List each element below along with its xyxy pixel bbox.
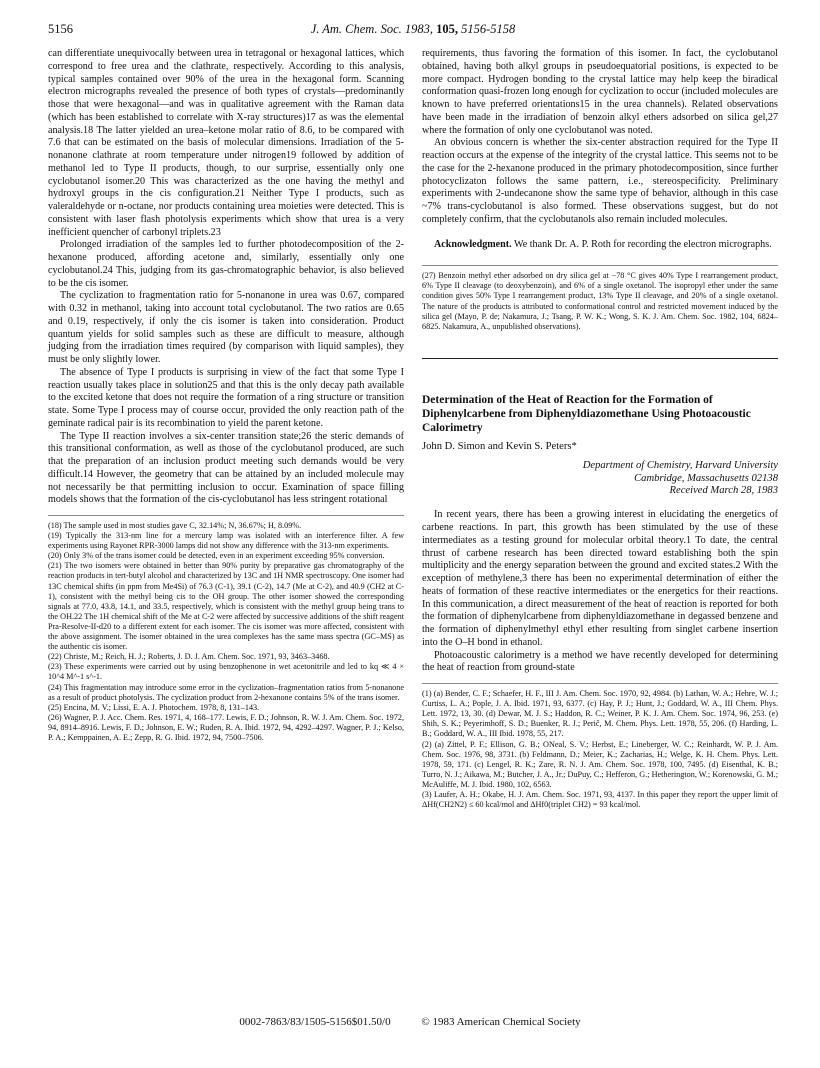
journal-page	[48, 22, 778, 810]
journal-volume: 105,	[436, 22, 459, 36]
footnote: (2) (a) Zittel, P. F.; Ellison, G. B.; ONeal, S. V.; Herbst, E.; Lineberger, W. C.; Reinhardt, W. P. J. Am. Chem. Soc. 1976, 98, 3731. (b) Feldmann, D.; Meier, K.; Zacharias, H.; Welge, K. H. Chem. Phys. Lett. 1978, 59, 171. (c) Lengel, R. K.; Zare, R. N. J. Am. Chem. Soc. 1978, 100, 7495. (d) Eisenthal, K. B.; Turro, N. J.; Aikawa, M.; Butcher, J. A., Jr.; DuPuy, C.; Hefferon, G.; Hetherington, W.; Korenowski, G. M.; McAuliffe, M. J. Ibid. 1980, 102, 6563.	[422, 739, 778, 789]
footnote: (26) Wagner, P. J. Acc. Chem. Res. 1971, 4, 168–177. Lewis, F. D.; Johnson, R. W. J. Am. Chem. Soc. 1972, 94, 8914–8916. Lewis, F. D.; Johnson, E. W.; Ruden, R. A. Ibid. 1972, 94, 4292–4297. Wagner, P. J.; Kelso, P. A.; Kemppainen, A. E.; Zepp, R. G. Ibid. 1972, 94, 7500–7506.	[48, 712, 404, 742]
journal-year: 1983,	[404, 22, 434, 36]
footnotes-right	[422, 683, 778, 810]
page-footer	[0, 1016, 820, 1028]
received-date: Received March 28, 1983	[669, 484, 778, 496]
footnote: (1) (a) Bender, C. F.; Schaefer, H. F., III J. Am. Chem. Soc. 1970, 92, 4984. (b) Lathan, W. A.; Hehre, W. J.; Curtiss, L. A.; Pople, J. A. Ibid. 1971, 93, 6377. (c) Hay, P. J.; Hunt, J.; Goddard, W. A., III Chem. Phys. Lett. 1972, 13, 30. (d) Dewar, M. J. S.; Haddon, R. C.; Weiner, P. K. J. Am. Chem. Soc. 1974, 96, 253. (e) Shih, S. K.; Peyerimhoff, S. D.; Buenker, R. J.; Perič, M. Chem. Phys. Lett. 1978, 55, 206. (f) Harding, L. B.; Goddard, W. A., III Ibid. 1978, 55, 217.	[422, 689, 778, 739]
article-authors: John D. Simon and Kevin S. Peters*	[422, 440, 577, 452]
footnote-27	[422, 265, 778, 332]
paragraph: requirements, thus favoring the formation of this isomer. In fact, the cyclobutanol obtained, having both alkyl groups in pseudoequatorial positions, is expected to be more compact. Hydrogen bonding to the crystal lattice may help keep the biradical conformation quasi-frozen long enough for cyclization to occur (included molecules are known to have preferred orientations15 in the urea channels). Related observations have been made in the irradiation of benzoin alkyl ethers adsorbed on silica gel,27 where the formation of only one cyclobutanol was noted.	[422, 48, 778, 136]
paragraph: The absence of Type I products is surprising in view of the fact that some Type I reaction usually takes place in solution25 and that this is the only decay path available to the excited ketone that does not require the formation of a ring structure or transition state. Some Type I process may of course occur, provided the only reaction path of the geminate radical pair is its recombination to yield the parent ketone.	[48, 366, 404, 429]
paragraph: The cyclization to fragmentation ratio for 5-nonanone in urea was 0.67, compared with 0.32 in methanol, taking into account total cyclobutanol. The two ratios are 0.65 and 0.19, respectively, if only the cis isomer is taken into consideration. Product quantum yields for solid samples such as these are difficult to measure, although judging from the irradiation times required (by comparison with liquid samples), they must be only slightly lower.	[48, 290, 404, 365]
footnote: (23) These experiments were carried out by using benzophenone in wet acetonitrile and led to kq ≪ 4 × 10^4 M^-1 s^-1.	[48, 662, 404, 682]
journal-pages: 5156-5158	[461, 22, 516, 36]
journal-citation	[48, 22, 778, 37]
footnote: (22) Christe, M.; Reich, H. J.; Roberts, J. D. J. Am. Chem. Soc. 1971, 93, 3463–3468.	[48, 652, 330, 662]
footnote: (27) Benzoin methyl ether adsorbed on dry silica gel at −78 °C gives 40% Type I rearrangement product, 6% Type II cleavage (to deoxybenzoin), and 6% of a single oxetanol. The isopropyl ether under the same condition gives 50% Type I rearrangement product, 13% Type II cleavage, and 20% of a single oxetanol. The nature of the products is attributed to conformational control and restricted movement induced by the silica gel (Mayo, P. de; Nakamura, J.; Tsang, P. W. K.; Wong, S. K. J. Am. Chem. Soc. 1982, 104, 6824–6825. Nakamura, A., unpublished observations).	[422, 271, 778, 331]
page-header	[48, 22, 778, 42]
journal-name: J. Am. Chem. Soc.	[310, 22, 402, 36]
acknowledgment-label: Acknowledgment.	[434, 238, 512, 250]
right-column	[422, 48, 778, 810]
affiliation	[422, 459, 778, 485]
left-column	[48, 48, 404, 743]
paragraph: can differentiate unequivocally between urea in tetragonal or hexagonal lattices, which correspond to free urea and the clathrate, respectively. According to this analysis, typical samples contained over 90% of the urea in the hexagonal form. Scanning electron micrographs revealed the presence of both types of crystals—predominantly those that were hexagonal—and was in qualitative agreement with the Raman data (which has been established to correlate with X-ray structures)17 as was the elemental analysis.18 The latter yielded an urea–ketone molar ratio of 8.6, to be compared with 7.6 that can be estimated on the basis of molecular dimensions. Irradiation of the 5-nonanone clathrate at room temperature under nitrogen19 followed by addition of methanol led to Type II products, though, to our surprise, essentially only one cyclobutanol isomer.20 This was characterized as the one having the methyl and hydroxyl groups in the cis configuration.21 Neither Type I products, such as valeraldehyde or n-octane, nor products containing urea moieties were detected. This is consistent with laser flash photolysis experiments which show that urea is a very inefficient quencher of carbonyl triplets.23	[48, 48, 404, 238]
affiliation-city: Cambridge, Massachusetts 02138	[634, 472, 778, 484]
footnote: (25) Encina, M. V.; Lissi, E. A. J. Photochem. 1978, 8, 131–143.	[48, 702, 260, 712]
article-title: Determination of the Heat of Reaction for the Formation of Diphenylcarbene from Diphenyldiazomethane Using Photoacoustic Calorimetry	[422, 358, 778, 435]
paragraph: Photoacoustic calorimetry is a method we have recently developed for determining the heat of reaction from ground-state	[422, 649, 778, 674]
paragraph: The Type II reaction involves a six-center transition state;26 the steric demands of this transitional conformation, as well as those of the cyclobutanol produced, are such that the preparation of an inclusion product meeting such demands would be very difficult.14 However, the geometry that can be attained by an included molecule may not necessarily be that permitting inclusion to occur. Examination of space filling models shows that the formation of the cis-cyclobutanol has less stringent rotational	[48, 430, 404, 506]
footnote: (3) Laufer, A. H.; Okabe, H. J. Am. Chem. Soc. 1971, 93, 4137. In this paper they report the upper limit of ΔHf(CH2N2) ≤ 60 kcal/mol and ΔHf0(triplet CH2) = 93 kcal/mol.	[422, 790, 778, 810]
acknowledgment	[422, 239, 778, 252]
footnote: (20) Only 3% of the trans isomer could be detected, even in an experiment exceeding 95% conversion.	[48, 551, 385, 561]
footnote: (19) Typically the 313-nm line for a mercury lamp was isolated with an interference filter. A few experiments using Rayonet RPR-3000 lamps did not show any difference with the 313-nm experiments.	[48, 531, 404, 551]
footnote: (18) The sample used in most studies gave C, 32.14%; N, 36.67%; H, 8.09%.	[48, 521, 302, 530]
affiliation-dept: Department of Chemistry, Harvard University	[582, 459, 778, 471]
paragraph: Prolonged irradiation of the samples led to further photodecomposition of the 2-hexanone produced, affording acetone and, similarly, essentially only one cyclobutanol.24 This, judging from its gas-chromatographic behavior, is also believed to be the cis isomer.	[48, 239, 404, 289]
footnotes-left	[48, 515, 404, 743]
paragraph: In recent years, there has been a growing interest in elucidating the energetics of carbene reactions. In part, this growth has been stimulated by the use of these intermediates as a testing ground for molecular orbital theory.1 To date, the central thrust of carbene research has been directed toward establishing both the spin multiplicity and the energy separation between the ground and excited states.2 With the exception of methylene,3 there has been no experimental determination of either the heats of formation of these reactive intermediates or the energetics for their reactions. In this communication, a direct measurement of the heat of reaction is reported for both the formation of diphenylcarbene from diphenyldiazomethane in degassed benzene and the formation of diphenylmethyl ethyl ether resulting from singlet carbene insertion into the O–H bond in ethanol.	[422, 509, 778, 648]
acknowledgment-text: We thank Dr. A. P. Roth for recording the electron micrographs.	[511, 238, 772, 250]
footnote: (24) This fragmentation may introduce some error in the cyclization–fragmentation ratios from 5-nonanone as a result of product photolysis. The cyclization product from 2-hexanone contains 5% of the trans isomer.	[48, 682, 404, 702]
copyright: © 1983 American Chemical Society	[421, 1016, 581, 1028]
page-number: 5156	[48, 22, 73, 36]
paragraph: An obvious concern is whether the six-center abstraction required for the Type II reaction occurs at the expense of the integrity of the crystal lattice. This seems not to be the case for the 2-hexanone produced in the primary photodecomposition, since further photocyclizaton follows the same pattern, i.e., stereospecificity. Preliminary experiments with 2-undecanone show the same type of behavior, although in this case ~7% trans-cyclobutanol is also formed. These observations suggest, but do not completely confirm, that the cyclobutanols also remain included molecules.	[422, 137, 778, 225]
article-code: 0002-7863/83/1505-5156$01.50/0	[239, 1016, 391, 1028]
footnote: (21) The two isomers were obtained in better than 90% purity by preparative gas chromatography of the reaction products in tert-butyl alcohol and characterized by 13C and 1H NMR spectroscopy. One isomer had 13C chemical shifts (in ppm from Me4Si) of 76.3 (C-1), 39.1 (C-2), 14.7 (Me at C-2), and 40.9 (CH2 at C-1), consistent with the methyl being cis to the OH group. The other isomer showed the corresponding signals at 77.0, 43.8, 14.1, and 33.5, respectively, which is consistent with the methyl group being trans to the OH.22 The 1H chemical shift of the Me at C-2 were affected by successive additions of the shift reagent Pra-Resolve-II-d20 to a different extent for each isomer. The cis isomer was more affected, consistent with the above assignment. The isomer obtained in the urea complexes has the same mass spectra (GC–MS) as the authentic cis isomer.	[48, 561, 404, 652]
